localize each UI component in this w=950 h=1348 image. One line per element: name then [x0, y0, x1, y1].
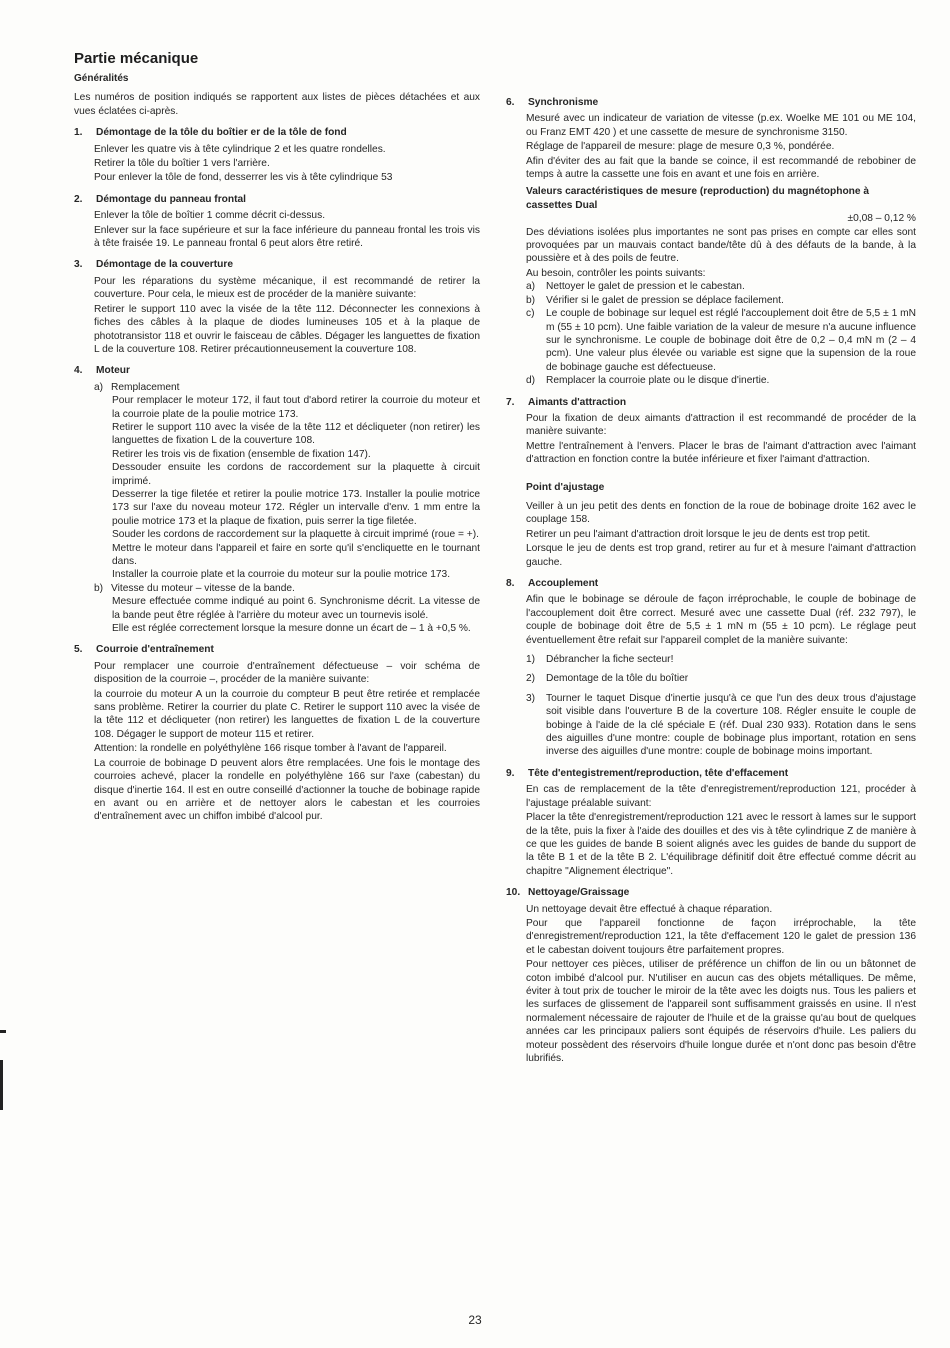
measurement-value-row: ±0,08 – 0,12 % [847, 213, 916, 225]
paragraph: Enlever les quatre vis à tête cylindrique 2 et les quatre rondelles. [94, 143, 386, 155]
page-number: 23 [468, 1313, 482, 1327]
paragraph: Retirer un peu l'aimant d'attraction droit lorsque le jeu de dents est trop petit. [526, 528, 871, 540]
paragraph: Veiller à un jeu petit des dents en fonction de la roue de bobinage droite 162 avec le couplage 158. [526, 500, 916, 526]
paragraph: Pour que l'appareil fonctionne de façon irréprochable, la tête d'enregistrement/reproduction 121, la tête d'effacement 120 le galet de pression 136 et le cabestan doivent toujours être parfaitement propres. [526, 917, 916, 956]
list-item-text: Le couple de bobinage sur lequel est réglé l'accouplement doit être de 5,5 ± 1 mN m (55 ± 10 pcm). Une faible variation de la valeur de mesure n'a aucune influence sur le synchronisme. Le couple de bobinage doit être de 0,2 – 0,4 mN m (2 – 4 pcm). Une valeur plus élevée ou variable est signe que la supension de la roue de bobinage gauche est défectueuse. [546, 308, 916, 373]
section-1 [74, 126, 480, 185]
left-column [74, 50, 480, 824]
paragraph: Pour les réparations du système mécanique, il est recommandé de retirer la couverture. Pour cela, le mieux est de procéder de la manière suivante: [94, 275, 480, 301]
paragraph: la courroie du moteur A un la courroie du compteur B peut être retirée et remplacée sans problème. Retirer la courrier du plate C. Retirer le support 110 avec la visée de la tête 112 et décliqueter (non retirer) les languettes de fixation L de la couverture 108. Dégager le support de moteur 115 et retirer. [94, 688, 480, 740]
list-item-text: Demontage de la tôle du boîtier [546, 673, 689, 685]
paragraph: Dessouder ensuite les cordons de raccordement sur la plaquette à circuit imprimé. [112, 462, 480, 487]
section-heading: 4. Moteur [74, 365, 130, 377]
paragraph: Afin que le bobinage se déroule de façon irréprochable, le couple de bobinage de l'accouplement doit être correct. Mesuré avec une cassette Dual (réf. 232 797), le couple de bobinage doit être de 5,5 ± 1 mN m (55 ± 10 pcm). Le réglage peut éventuellement être refait sur l'appareil complet de la manière suivante: [526, 594, 916, 646]
section-8 [506, 577, 916, 759]
section-heading: 1. Démontage de la tôle du boîtier er de la tôle de fond [74, 127, 347, 139]
list-item [526, 294, 916, 307]
section-heading: 5. Courroie d'entraînement [74, 644, 214, 656]
section-5 [74, 643, 480, 823]
section-7 [506, 396, 916, 569]
intro-paragraph: Les numéros de position indiqués se rapportent aux listes de pièces détachées et aux vues éclatées ci-après. [74, 92, 480, 117]
paragraph: Au besoin, contrôler les points suivants: [526, 267, 706, 279]
right-column [506, 96, 916, 1065]
list-item [526, 280, 916, 293]
section-heading: 2. Démontage du panneau frontal [74, 193, 246, 205]
list-item [526, 374, 916, 387]
paragraph: Retirer le support 110 avec la visée de la tête 112. Déconnecter les connexions à fiches des câbles à la plaque de diodes lumineuses 105 et à la plaque de phototransistor 118 et ouvrir le faisceau de câbles. Dégager les languettes de fixation L de la couverture 108. Retirer précautionneusement la couverture 108. [94, 303, 480, 355]
list-item-marker: b) [526, 294, 536, 306]
list-item-marker: 2) [526, 673, 536, 685]
paragraph: En cas de remplacement de la tête d'enregistrement/reproduction 121, procéder à l'ajustage préalable suivant: [526, 784, 916, 809]
paragraph: Mesure effectuée comme indiqué au point 6. Synchronisme décrit. La vitesse de la bande peut être réglée à l'arrière du moteur avec un tournevis isolé. [112, 596, 480, 621]
section-10 [506, 886, 916, 1065]
steps-list [526, 653, 916, 759]
list-item [526, 307, 916, 374]
scan-edge-mark [0, 1030, 6, 1033]
paragraph: Mettre le moteur dans l'appareil et faire en sorte qu'il s'encliquette en le tournant dans. [112, 542, 480, 567]
paragraph: Pour enlever la tôle de fond, desserrer les vis à tête cylindrique 53 [94, 172, 393, 184]
list-item-text: Vérifier si le galet de pression se déplace facilement. [546, 294, 784, 306]
paragraph: Afin d'éviter des au fait que la bande se coince, il est recommandé de rebobiner de temps à autre la cassette une fois en avant et une fois en arrière. [526, 155, 916, 181]
paragraph: Attention: la rondelle en polyéthylène 166 risque tomber à l'avant de l'appareil. [94, 743, 447, 755]
page-title: Partie mécanique [74, 50, 199, 67]
list-item [526, 692, 916, 759]
paragraph: Un nettoyage devait être effectué à chaque réparation. [526, 903, 773, 915]
section-heading: 7. Aimants d'attraction [506, 396, 627, 408]
paragraph: La courroie de bobinage D peuvent alors être remplacées. Une fois le montage des courroies achevé, placer la rondelle en polyéthylène 166 sur l'axe (cabestan) du disque d'inertie 164. Il est en outre conseillé d'actionner la touche de bobinage rapide en avant ou en arrière et de nettoyer alors le cabestan et les courroies d'entraînement avec un chiffon imbibé d'alcool pur. [94, 757, 480, 823]
paragraph: Pour remplacer le moteur 172, il faut tout d'abord retirer la courroie du moteur et la courroie plate de la poulie motrice 173. [112, 395, 480, 420]
check-list [526, 280, 916, 387]
section-9 [506, 767, 916, 878]
section-2 [74, 193, 480, 251]
paragraph: Installer la courroie plate et la courroie du moteur sur la poulie motrice 173. [112, 569, 451, 581]
list-item-marker: c) [526, 308, 535, 320]
section-heading: 9. Tête d'entegistrement/reproduction, tête d'effacement [506, 767, 789, 779]
list-item [526, 672, 916, 685]
paragraph: Souder les cordons de raccordement sur la plaquette à circuit imprimé (roue = +). [112, 529, 479, 541]
scan-edge-mark [0, 1060, 3, 1110]
paragraph: Lorsque le jeu de dents est trop grand, retirer au fur et à mesure l'aimant d'attraction gauche. [526, 543, 916, 568]
paragraph: Retirer le support 110 avec la visée de la tête 112 et décliqueter (non retirer) les languettes de fixation L de la couverture 108. [112, 421, 480, 447]
paragraph: Mesuré avec un indicateur de variation de vitesse (p.ex. Woelke ME 101 ou ME 104, ou Franz EMT 420 ) et une cassette de mesure de synchronisme 3150. [526, 113, 916, 138]
list-item [526, 653, 916, 666]
paragraph: Mettre l'entraînement à l'envers. Placer le bras de l'aimant d'attraction avec l'aimant d'attraction en fonction contre la butée inférieure et fixer l'aimant d'attraction. [526, 440, 916, 466]
section-heading: 8. Accouplement [506, 578, 599, 589]
list-item-marker: 1) [526, 654, 536, 666]
paragraph: Pour la fixation de deux aimants d'attraction il est recommandé de procéder de la manière suivante: [526, 412, 916, 438]
section-heading: 3. Démontage de la couverture [74, 259, 234, 271]
section-6 [506, 96, 916, 388]
paragraph: Desserrer la tige filetée et retirer la poulie motrice 173. Installer la poulie motrice 173 sur l'axe du noveau moteur 172. Régler un intervalle d'env. 1 mm entre la poulie motrice 173 et la plaque de fixation, puis serrer la tige filetée. [112, 488, 480, 527]
section-heading: 10. Nettoyage/Graissage [506, 887, 630, 899]
paragraph: Pour remplacer une courroie d'entraînement défectueuse – voir schéma de disposition de la courroie –, procéder de la manière suivante: [94, 660, 480, 686]
list-item-text: Remplacer la courroie plate ou le disque d'inertie. [546, 375, 770, 387]
paragraph: Des déviations isolées plus importantes ne sont pas prises en compte car elles sont provoquées par un mauvais contact bande/tête dû à des défauts de la bande, à la poussière et à des poils de feutre. [526, 226, 916, 265]
measurement-values-heading: Valeurs caractéristiques de mesure (reproduction) du magnétophone à cassettes Dual [526, 186, 870, 211]
section-3 [74, 258, 480, 356]
paragraph: Elle est réglée correctement lorsque la mesure donne un écart de – 1 à +0,5 %. [112, 623, 471, 635]
list-item-marker: a) [526, 281, 536, 293]
list-item-text: Nettoyer le galet de pression et le cabestan. [546, 281, 745, 293]
paragraph: Enlever sur la face supérieure et sur la face inférieure du panneau frontal les trois vis à tête fraisée 19. Le panneau frontal 6 peut alors être retiré. [94, 224, 480, 250]
list-item-text: Débrancher la fiche secteur! [546, 654, 674, 666]
paragraph: Réglage de l'appareil de mesure: plage de mesure 0,3 %, pondérée. [526, 141, 835, 153]
section-heading: 6. Synchronisme [506, 97, 599, 108]
section-4: 4. Moteur a) Remplacement Pour remplacer le moteur 172, il faut tout d'abord retirer la courroie du moteur et la courroie plate de la poulie motrice 173. Retirer le support 110 avec la visée de la tête 112 et décliqueter (non retirer) les languettes de fixation L de la couverture 108. Retirer les trois vis de fixation (ensemble de fixation 147). Dessouder ensuite les cordons de raccordement sur la plaquette à circuit imprimé. Desserrer la tige filetée et retirer la poulie motrice 173. Installer la poulie motrice 173 sur l'axe du noveau moteur 172. Régler un intervalle d'env. 1 mm entre la poulie motrice 173 et la plaque de fixation, puis serrer la tige filetée. Souder les cordons de raccordement sur la plaquette à circuit imprimé (roue = +). Mettre le moteur dans l'appareil et faire en sorte qu'il s'encliquette en le tournant dans. Installer la courroie plate et la courroie du moteur sur la poulie motrice 173. b) Vitesse du moteur – vitesse de la bande. Mesure effectuée comme indiqué au point 6. Synchronisme décrit. La vitesse de la bande peut être réglée à l'arrière du moteur avec un tournevis isolé. Elle est réglée correctement lorsque la mesure donne un écart de – 1 à +0,5 %. [74, 365, 480, 635]
subsection-heading: Point d'ajustage [526, 481, 605, 493]
paragraph: Retirer les trois vis de fixation (ensemble de fixation 147). [112, 448, 371, 460]
paragraph: Retirer la tôle du boîtier 1 vers l'arrière. [94, 158, 270, 170]
paragraph: Enlever la tôle de boîtier 1 comme décrit ci-dessus. [94, 210, 326, 222]
paragraph: Pour nettoyer ces pièces, utiliser de préférence un chiffon de lin ou un bâtonnet de coton imbibé d'alcool pur. N'utiliser en aucun cas des objets métalliques. De même, éviter à tout prix de toucher le miroir de la tête avec les doigts nus. Tous les paliers et les surfaces de glissement de l'appareil sont suffisamment graissés en usine. Il n'est normalement nécessaire de rajouter de l'huile et de la graisse qu'au bout de quelques années car les principaux paliers sont équipés de réservoirs d'huile. Les paliers du moteur possèdent des réservoirs d'huile longue durée et n'ont donc pas besoin d'être lubrifiés. [526, 959, 916, 1064]
paragraph: Placer la tête d'enregistrement/reproduction 121 avec le ressort à lames sur le support de la tête, puis la fixer à l'aide des douilles et des vis à tête cylindrique Z de manière à ce que les guides de bande B soient alignés avec les guides de bande du support de la tête B 1 et de la tête B 2. L'équilibrage définitif doit être effectué comme décrit au chapitre "Alignement électrique". [526, 812, 916, 877]
section-subtitle: Généralités [74, 73, 129, 84]
list-item-marker: d) [526, 375, 536, 387]
list-item-text: Tourner le taquet Disque d'inertie jusqu'à ce que l'un des deux trous d'ajustage soit visible dans l'ouverture B de la coverture 108. Régler ensuite le couple de bobinge à l'aide de la clé spéciale E (réf. Dual 230 933). Rotation dans le sens des aiguilles d'une montre: couple de bobinage plus important, rotation en sens inverse des aiguilles d'une montre: couple de bobinage moins important. [546, 692, 916, 758]
list-item-marker: 3) [526, 692, 536, 704]
